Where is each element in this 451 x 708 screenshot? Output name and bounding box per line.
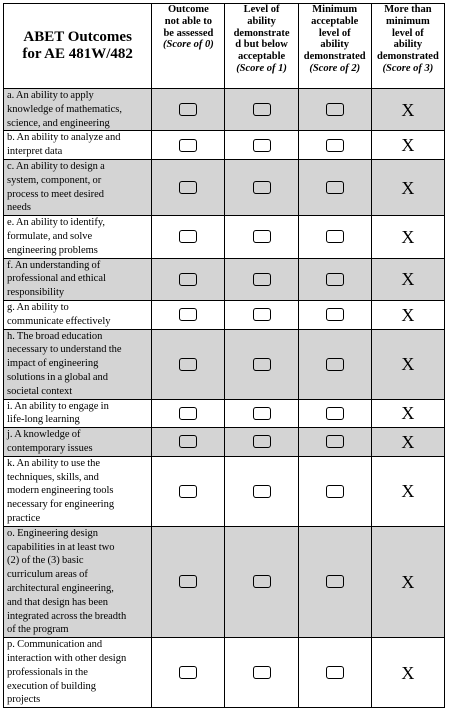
score-cell-score-0 — [152, 456, 225, 526]
outcome-description-line: needs — [7, 202, 31, 214]
score-checkbox-score-2[interactable] — [326, 308, 344, 321]
score-checkbox-score-2[interactable] — [326, 407, 344, 420]
score-cell-score-1 — [225, 456, 298, 526]
outcome-description — [4, 456, 152, 526]
outcome-row — [4, 329, 445, 399]
score-checkbox-score-1[interactable] — [253, 139, 271, 152]
score-checkbox-score-2[interactable] — [326, 139, 344, 152]
outcome-description-line: communicate effectively — [7, 315, 111, 327]
score-cell-score-2 — [298, 131, 371, 160]
column-header-line: Level of — [243, 4, 280, 15]
outcome-description-line: f. An understanding of — [7, 259, 101, 271]
score-checkbox-score-0[interactable] — [179, 103, 197, 116]
column-header-line: acceptable — [311, 15, 359, 27]
score-cell-score-3 — [371, 428, 444, 457]
score-checkbox-score-0[interactable] — [179, 575, 197, 588]
score-checkbox-score-0[interactable] — [179, 435, 197, 448]
outcome-rows — [4, 89, 445, 708]
column-header-line: Outcome — [167, 4, 209, 15]
outcome-description-line: interaction with other design — [7, 652, 127, 664]
column-header-score: (Score of 2) — [309, 62, 361, 74]
score-cell-score-3 — [371, 159, 444, 215]
outcome-description — [4, 399, 152, 428]
score-cell-score-0 — [152, 258, 225, 300]
score-cell-score-1 — [225, 329, 298, 399]
table-title-line: for AE 481W/482 — [22, 46, 133, 62]
column-header-score-3 — [371, 4, 444, 89]
column-header-line: ability — [320, 39, 350, 51]
score-mark-score-3[interactable]: X — [401, 226, 415, 247]
score-cell-score-3 — [371, 456, 444, 526]
column-header-line: minimum — [386, 15, 430, 27]
score-checkbox-score-0[interactable] — [179, 308, 197, 321]
score-cell-score-3 — [371, 526, 444, 637]
score-checkbox-score-0[interactable] — [179, 139, 197, 152]
column-header-score-2 — [298, 4, 371, 89]
score-cell-score-0 — [152, 300, 225, 329]
score-cell-score-3 — [371, 638, 444, 708]
score-mark-score-3[interactable]: X — [401, 481, 415, 502]
score-cell-score-3 — [371, 258, 444, 300]
outcome-description-line: (2) of the (3) basic — [7, 555, 84, 567]
score-checkbox-score-2[interactable] — [326, 575, 344, 588]
score-cell-score-2 — [298, 526, 371, 637]
outcome-description — [4, 638, 152, 708]
outcome-row — [4, 526, 445, 637]
outcome-description-line: societal context — [7, 385, 73, 397]
score-checkbox-score-1[interactable] — [253, 181, 271, 194]
score-cell-score-3 — [371, 300, 444, 329]
outcome-description-line: i. An ability to engage in — [7, 400, 109, 412]
outcome-description — [4, 131, 152, 160]
outcome-description-line: impact of engineering — [7, 358, 99, 370]
score-cell-score-1 — [225, 216, 298, 258]
score-cell-score-1 — [225, 526, 298, 637]
column-header-line: not able to — [164, 15, 213, 27]
score-checkbox-score-1[interactable] — [253, 308, 271, 321]
score-checkbox-score-2[interactable] — [326, 103, 344, 116]
score-mark-score-3[interactable]: X — [401, 177, 415, 198]
score-mark-score-3[interactable]: X — [401, 354, 415, 375]
score-checkbox-score-0[interactable] — [179, 358, 197, 371]
score-checkbox-score-0[interactable] — [179, 181, 197, 194]
outcome-description-line: projects — [7, 694, 41, 706]
score-checkbox-score-0[interactable] — [179, 485, 197, 498]
score-cell-score-0 — [152, 638, 225, 708]
column-header-line: Minimum — [312, 4, 358, 15]
abet-outcomes-form — [3, 3, 445, 706]
score-mark-score-3[interactable]: X — [401, 662, 415, 683]
outcome-description-line: k. An ability to use the — [7, 457, 101, 469]
outcome-description-line: e. An ability to identify, — [7, 217, 106, 229]
outcome-description-line: process to meet desired — [7, 188, 105, 200]
score-cell-score-2 — [298, 428, 371, 457]
score-checkbox-score-1[interactable] — [253, 435, 271, 448]
column-header-line: d but below — [235, 39, 288, 51]
outcome-description-line: necessary to understand the — [7, 344, 122, 356]
score-mark-score-3[interactable]: X — [401, 304, 415, 325]
column-header-score-1 — [225, 4, 298, 89]
score-mark-score-3[interactable]: X — [401, 571, 415, 592]
column-header-line: ability — [393, 39, 423, 51]
outcome-row — [4, 300, 445, 329]
outcome-description-line: integrated across the breadth — [7, 610, 127, 622]
outcome-description-line: a. An ability to apply — [7, 90, 94, 101]
outcome-description — [4, 258, 152, 300]
column-header-score: (Score of 0) — [163, 39, 214, 51]
score-cell-score-1 — [225, 131, 298, 160]
score-cell-score-3 — [371, 89, 444, 131]
score-checkbox-score-0[interactable] — [179, 230, 197, 243]
score-cell-score-1 — [225, 428, 298, 457]
outcome-description — [4, 89, 152, 131]
outcome-description-line: architectural engineering, — [7, 582, 114, 594]
score-cell-score-0 — [152, 216, 225, 258]
score-cell-score-0 — [152, 428, 225, 457]
score-cell-score-2 — [298, 258, 371, 300]
outcome-description — [4, 329, 152, 399]
outcome-description-line: knowledge of mathematics, — [7, 103, 122, 115]
outcome-description-line: and that design has been — [7, 596, 109, 608]
score-checkbox-score-2[interactable] — [326, 666, 344, 679]
outcome-description-line: execution of building — [7, 680, 97, 692]
score-cell-score-3 — [371, 399, 444, 428]
outcome-description — [4, 159, 152, 215]
score-cell-score-2 — [298, 159, 371, 215]
score-cell-score-3 — [371, 329, 444, 399]
outcome-description-line: interpret data — [7, 146, 63, 158]
outcome-description-line: c. An ability to design a — [7, 160, 105, 172]
outcome-description-line: engineering problems — [7, 244, 98, 256]
score-cell-score-0 — [152, 329, 225, 399]
score-checkbox-score-2[interactable] — [326, 230, 344, 243]
score-cell-score-1 — [225, 159, 298, 215]
score-checkbox-score-2[interactable] — [326, 485, 344, 498]
column-header-line: demonstrate — [233, 27, 290, 39]
score-checkbox-score-2[interactable] — [326, 358, 344, 371]
outcome-description-line: of the program — [7, 624, 69, 636]
score-checkbox-score-2[interactable] — [326, 435, 344, 448]
score-cell-score-2 — [298, 456, 371, 526]
outcome-row — [4, 428, 445, 457]
outcome-row — [4, 131, 445, 160]
table-title — [4, 4, 152, 89]
score-mark-score-3[interactable]: X — [401, 269, 415, 290]
column-header-line: ability — [247, 15, 276, 27]
outcome-description-line: solutions in a global and — [7, 371, 109, 383]
outcome-description-line: g. An ability to — [7, 301, 69, 313]
score-checkbox-score-1[interactable] — [253, 230, 271, 243]
column-header-score: (Score of 1) — [236, 62, 287, 74]
score-mark-score-3[interactable]: X — [401, 99, 415, 120]
score-cell-score-0 — [152, 526, 225, 637]
score-cell-score-0 — [152, 399, 225, 428]
outcome-description-line: modern engineering tools — [7, 485, 114, 497]
outcome-description-line: professionals in the — [7, 666, 88, 678]
score-checkbox-score-1[interactable] — [253, 407, 271, 420]
score-checkbox-score-2[interactable] — [326, 273, 344, 286]
outcome-description-line: life-long learning — [7, 414, 80, 426]
outcome-description-line: system, component, or — [7, 174, 102, 186]
score-cell-score-0 — [152, 89, 225, 131]
score-cell-score-2 — [298, 300, 371, 329]
score-cell-score-2 — [298, 638, 371, 708]
score-mark-score-3[interactable]: X — [401, 135, 415, 156]
outcome-description — [4, 428, 152, 457]
outcome-description-line: j. A knowledge of — [7, 429, 81, 441]
score-checkbox-score-1[interactable] — [253, 358, 271, 371]
outcome-description — [4, 216, 152, 258]
column-header-line: level of — [318, 27, 351, 39]
outcome-description-line: b. An ability to analyze and — [7, 132, 121, 144]
score-checkbox-score-0[interactable] — [179, 407, 197, 420]
column-header-score-0 — [152, 4, 225, 89]
outcome-description-line: o. Engineering design — [7, 527, 99, 539]
score-cell-score-0 — [152, 159, 225, 215]
score-checkbox-score-1[interactable] — [253, 103, 271, 116]
outcome-description-line: h. The broad education — [7, 330, 103, 342]
outcome-description-line: necessary for engineering — [7, 499, 115, 511]
score-checkbox-score-1[interactable] — [253, 666, 271, 679]
outcome-description-line: curriculum areas of — [7, 569, 88, 581]
score-checkbox-score-0[interactable] — [179, 273, 197, 286]
score-checkbox-score-1[interactable] — [253, 273, 271, 286]
column-header-line: More than — [384, 4, 432, 15]
column-header-line: level of — [392, 27, 424, 39]
score-cell-score-1 — [225, 258, 298, 300]
score-cell-score-2 — [298, 216, 371, 258]
outcome-row — [4, 159, 445, 215]
column-header-line: be assessed — [163, 27, 214, 39]
score-cell-score-1 — [225, 638, 298, 708]
score-cell-score-1 — [225, 89, 298, 131]
outcome-description-line: p. Communication and — [7, 639, 103, 651]
outcome-description-line: practice — [7, 512, 41, 524]
outcome-description — [4, 526, 152, 637]
outcome-row — [4, 399, 445, 428]
score-checkbox-score-0[interactable] — [179, 666, 197, 679]
score-mark-score-3[interactable]: X — [401, 431, 415, 452]
outcome-row — [4, 638, 445, 708]
score-cell-score-1 — [225, 399, 298, 428]
abet-outcomes-table — [3, 3, 445, 708]
header-row — [4, 4, 445, 89]
score-cell-score-2 — [298, 89, 371, 131]
score-checkbox-score-1[interactable] — [253, 485, 271, 498]
column-header-line: demonstrated — [303, 51, 366, 63]
score-checkbox-score-1[interactable] — [253, 575, 271, 588]
score-cell-score-3 — [371, 131, 444, 160]
column-header-line: demonstrated — [376, 51, 439, 63]
score-cell-score-0 — [152, 131, 225, 160]
score-cell-score-3 — [371, 216, 444, 258]
outcome-description-line: techniques, skills, and — [7, 471, 99, 483]
score-cell-score-2 — [298, 329, 371, 399]
outcome-description-line: responsibility — [7, 287, 65, 299]
outcome-description-line: professional and ethical — [7, 273, 106, 285]
score-mark-score-3[interactable]: X — [401, 403, 415, 424]
outcome-row — [4, 456, 445, 526]
outcome-row — [4, 89, 445, 131]
outcome-row — [4, 258, 445, 300]
outcome-description-line: contemporary issues — [7, 442, 93, 454]
outcome-description — [4, 300, 152, 329]
column-header-line: acceptable — [237, 51, 286, 63]
score-cell-score-2 — [298, 399, 371, 428]
outcome-description-line: capabilities in at least two — [7, 541, 115, 553]
score-checkbox-score-2[interactable] — [326, 181, 344, 194]
outcome-row — [4, 216, 445, 258]
outcome-description-line: formulate, and solve — [7, 230, 93, 242]
outcome-description-line: science, and engineering — [7, 117, 110, 129]
table-title-line: ABET Outcomes — [23, 29, 132, 45]
column-header-score: (Score of 3) — [382, 62, 434, 74]
score-cell-score-1 — [225, 300, 298, 329]
